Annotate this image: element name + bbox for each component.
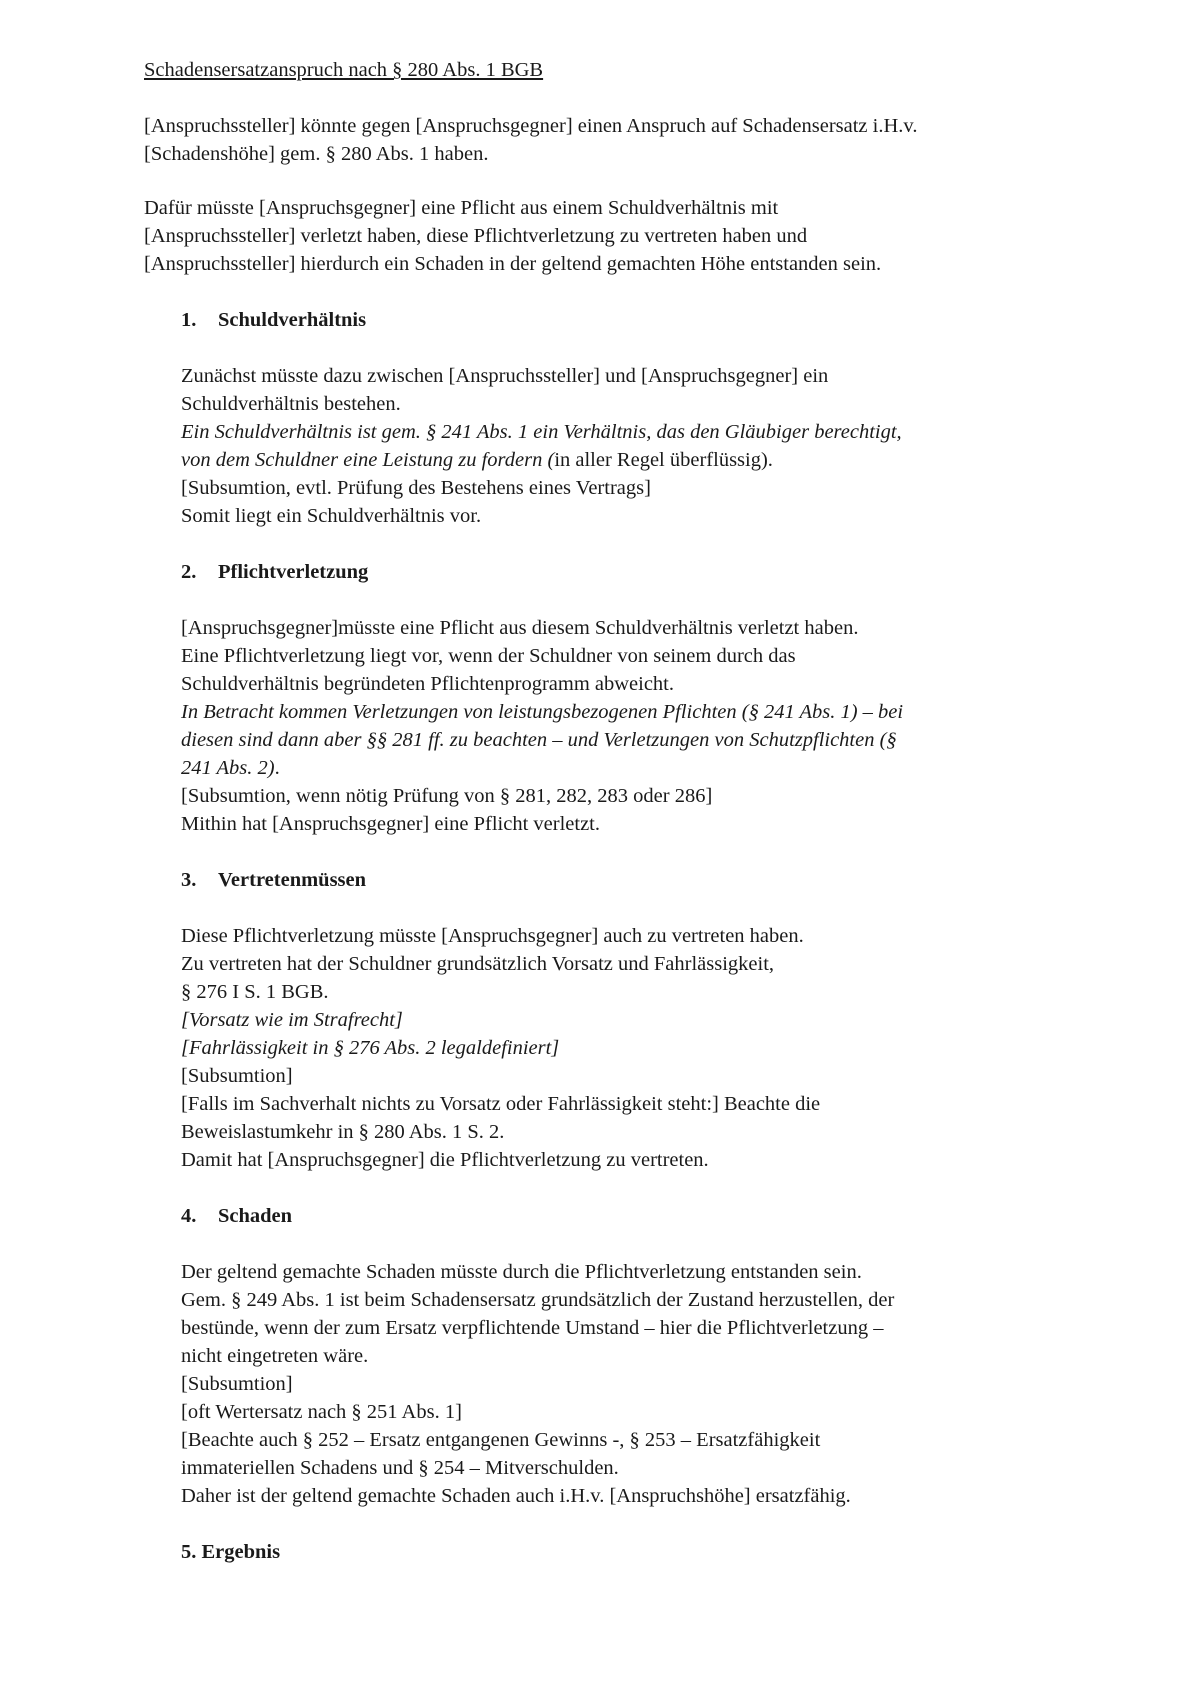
intro-line: [Anspruchssteller] könnte gegen [Anspruchsgegner] einen Anspruch auf Schadensersatz i.H.v. [144, 115, 918, 137]
body-line: Schuldverhältnis bestehen. [181, 393, 401, 415]
italic-line: [Vorsatz wie im Strafrecht] [181, 1009, 403, 1031]
section-title: Vertretenmüssen [218, 869, 367, 891]
section-title: Schuldverhältnis [218, 309, 367, 331]
body-line: Mithin hat [Anspruchsgegner] eine Pflicht verletzt. [181, 813, 600, 835]
section-heading-ergebnis [181, 1542, 280, 1563]
definition-line: Ein Schuldverhältnis ist gem. § 241 Abs. 1 ein Verhältnis, das den Gläubiger berechtigt, [181, 421, 902, 443]
intro-line: [Schadenshöhe] gem. § 280 Abs. 1 haben. [144, 143, 489, 165]
section-heading-pflichtverletzung [181, 562, 368, 583]
body-line: Beweislastumkehr in § 280 Abs. 1 S. 2. [181, 1121, 505, 1143]
italic-fragment: 241 Abs. 2) [181, 757, 275, 779]
definition-line [181, 450, 773, 471]
body-line: Somit liegt ein Schuldverhältnis vor. [181, 505, 482, 527]
body-line: Schuldverhältnis begründeten Pflichtenprogramm abweicht. [181, 673, 675, 695]
section-title: Ergebnis [201, 1541, 281, 1563]
italic-line [181, 758, 280, 779]
body-line: § 276 I S. 1 BGB. [181, 981, 329, 1003]
body-line: Der geltend gemachte Schaden müsste durch die Pflichtverletzung entstanden sein. [181, 1261, 862, 1283]
section-number: 2. [181, 561, 197, 583]
body-line: [Falls im Sachverhalt nichts zu Vorsatz oder Fahrlässigkeit steht:] Beachte die [181, 1093, 821, 1115]
body-line: bestünde, wenn der zum Ersatz verpflichtende Umstand – hier die Pflichtverletzung – [181, 1317, 884, 1339]
section-title: Pflichtverletzung [218, 561, 369, 583]
requirements-line: [Anspruchssteller] verletzt haben, diese Pflichtverletzung zu vertreten haben und [144, 225, 808, 247]
body-line: [Subsumtion, wenn nötig Prüfung von § 281, 282, 283 oder 286] [181, 785, 713, 807]
requirements-line: Dafür müsste [Anspruchsgegner] eine Pflicht aus einem Schuldverhältnis mit [144, 197, 779, 219]
section-number: 1. [181, 309, 197, 331]
body-line: Diese Pflichtverletzung müsste [Anspruchsgegner] auch zu vertreten haben. [181, 925, 804, 947]
body-line: [Subsumtion] [181, 1373, 293, 1395]
body-line: [Subsumtion, evtl. Prüfung des Bestehens eines Vertrags] [181, 477, 651, 499]
body-line: Zunächst müsste dazu zwischen [Anspruchssteller] und [Anspruchsgegner] ein [181, 365, 829, 387]
italic-line: [Fahrlässigkeit in § 276 Abs. 2 legaldefiniert] [181, 1037, 560, 1059]
body-line: [Anspruchsgegner]müsste eine Pflicht aus diesem Schuldverhältnis verletzt haben. [181, 617, 859, 639]
definition-italic: von dem Schuldner eine Leistung zu fordern ( [181, 449, 555, 471]
definition-note: in aller Regel überflüssig). [554, 449, 773, 471]
period-fragment: . [274, 757, 280, 779]
body-line: Damit hat [Anspruchsgegner] die Pflichtverletzung zu vertreten. [181, 1149, 709, 1171]
requirements-line: [Anspruchssteller] hierdurch ein Schaden in der geltend gemachten Höhe entstanden sein. [144, 253, 882, 275]
body-line: [Beachte auch § 252 – Ersatz entgangenen Gewinns -, § 253 – Ersatzfähigkeit [181, 1429, 821, 1451]
body-line: [Subsumtion] [181, 1065, 293, 1087]
italic-line: In Betracht kommen Verletzungen von leistungsbezogenen Pflichten (§ 241 Abs. 1) – bei [181, 701, 904, 723]
section-heading-schaden [181, 1206, 292, 1227]
section-heading-schuldverhaeltnis [181, 310, 366, 331]
italic-line: diesen sind dann aber §§ 281 ff. zu beachten – und Verletzungen von Schutzpflichten (§ [181, 729, 897, 751]
body-line: immateriellen Schadens und § 254 – Mitverschulden. [181, 1457, 619, 1479]
section-heading-vertretenmuessen [181, 870, 366, 891]
body-line: Daher ist der geltend gemachte Schaden auch i.H.v. [Anspruchshöhe] ersatzfähig. [181, 1485, 851, 1507]
body-line: nicht eingetreten wäre. [181, 1345, 369, 1367]
section-number: 3. [181, 869, 197, 891]
body-line: Zu vertreten hat der Schuldner grundsätzlich Vorsatz und Fahrlässigkeit, [181, 953, 775, 975]
section-title: Schaden [218, 1205, 293, 1227]
body-line: Eine Pflichtverletzung liegt vor, wenn der Schuldner von seinem durch das [181, 645, 796, 667]
document-title: Schadensersatzanspruch nach § 280 Abs. 1 BGB [144, 59, 544, 81]
body-line: [oft Wertersatz nach § 251 Abs. 1] [181, 1401, 462, 1423]
section-number: 5. [181, 1541, 197, 1563]
body-line: Gem. § 249 Abs. 1 ist beim Schadensersatz grundsätzlich der Zustand herzustellen, der [181, 1289, 895, 1311]
section-number: 4. [181, 1205, 197, 1227]
